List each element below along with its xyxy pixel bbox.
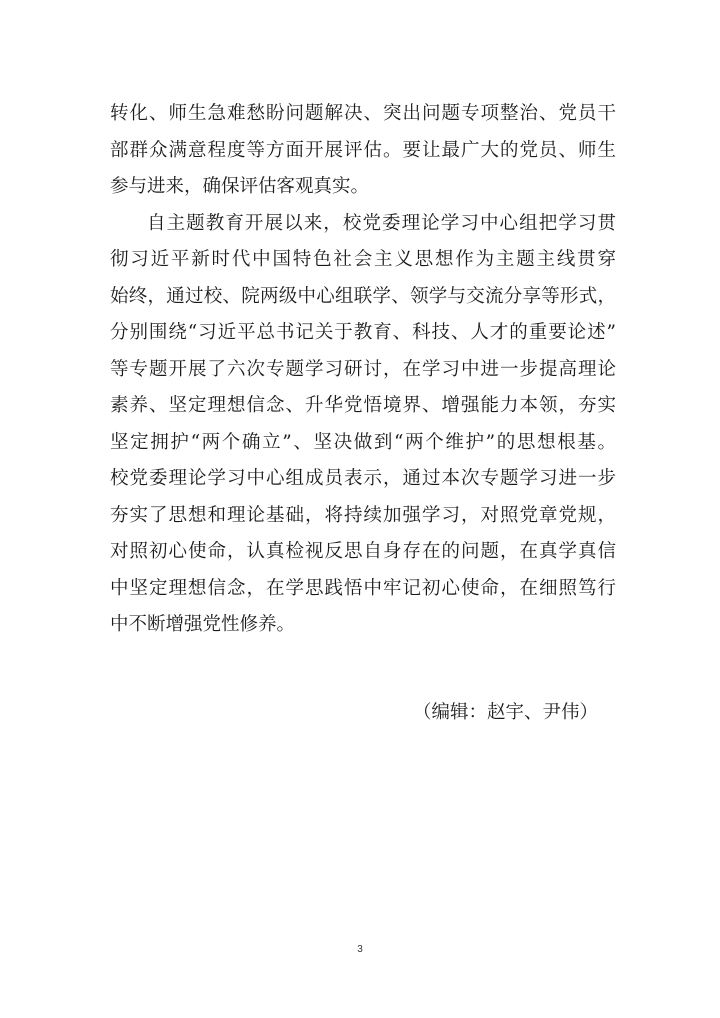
text-line: 坚定拥护“两个确立”、坚决做到“两个维护”的思想根基。 [110,431,616,453]
text-line: 参与进来，确保评估客观真实。 [110,176,370,197]
text-line: 校党委理论学习中心组成员表示，通过本次专题学习进一步 [110,468,616,489]
body-text [110,96,616,644]
text-line: 彻习近平新时代中国特色社会主义思想作为主题主线贯穿 [110,249,616,270]
text-line: 对照初心使命，认真检视反思自身存在的问题，在真学真信 [110,541,616,562]
text-line: 中坚定理想信念，在学思践悟中牢记初心使命，在细照笃行 [110,577,616,599]
text-line: 素养、坚定理想信念、升华党悟境界、增强能力本领，夯实 [110,395,616,416]
text-line: 转化、师生急难愁盼问题解决、突出问题专项整治、党员干 [110,103,616,124]
text-line: 部群众满意程度等方面开展评估。要让最广大的党员、师生 [110,139,616,161]
text-line: 等专题开展了六次专题学习研讨，在学习中进一步提高理论 [110,358,616,380]
text-line: 自主题教育开展以来，校党委理论学习中心组把学习贯 [147,212,616,234]
text-line: 分别围绕“习近平总书记关于教育、科技、人才的重要论述” [110,322,616,343]
text-line: 始终，通过校、院两级中心组联学、领学与交流分享等形式， [110,285,616,307]
editor-credit: （编辑：赵宇、尹伟） [412,702,598,723]
page-number: 3 [357,944,363,955]
text-line: 夯实了思想和理论基础，将持续加强学习，对照党章党规， [110,504,616,526]
text-line: 中不断增强党性修养。 [110,614,296,635]
